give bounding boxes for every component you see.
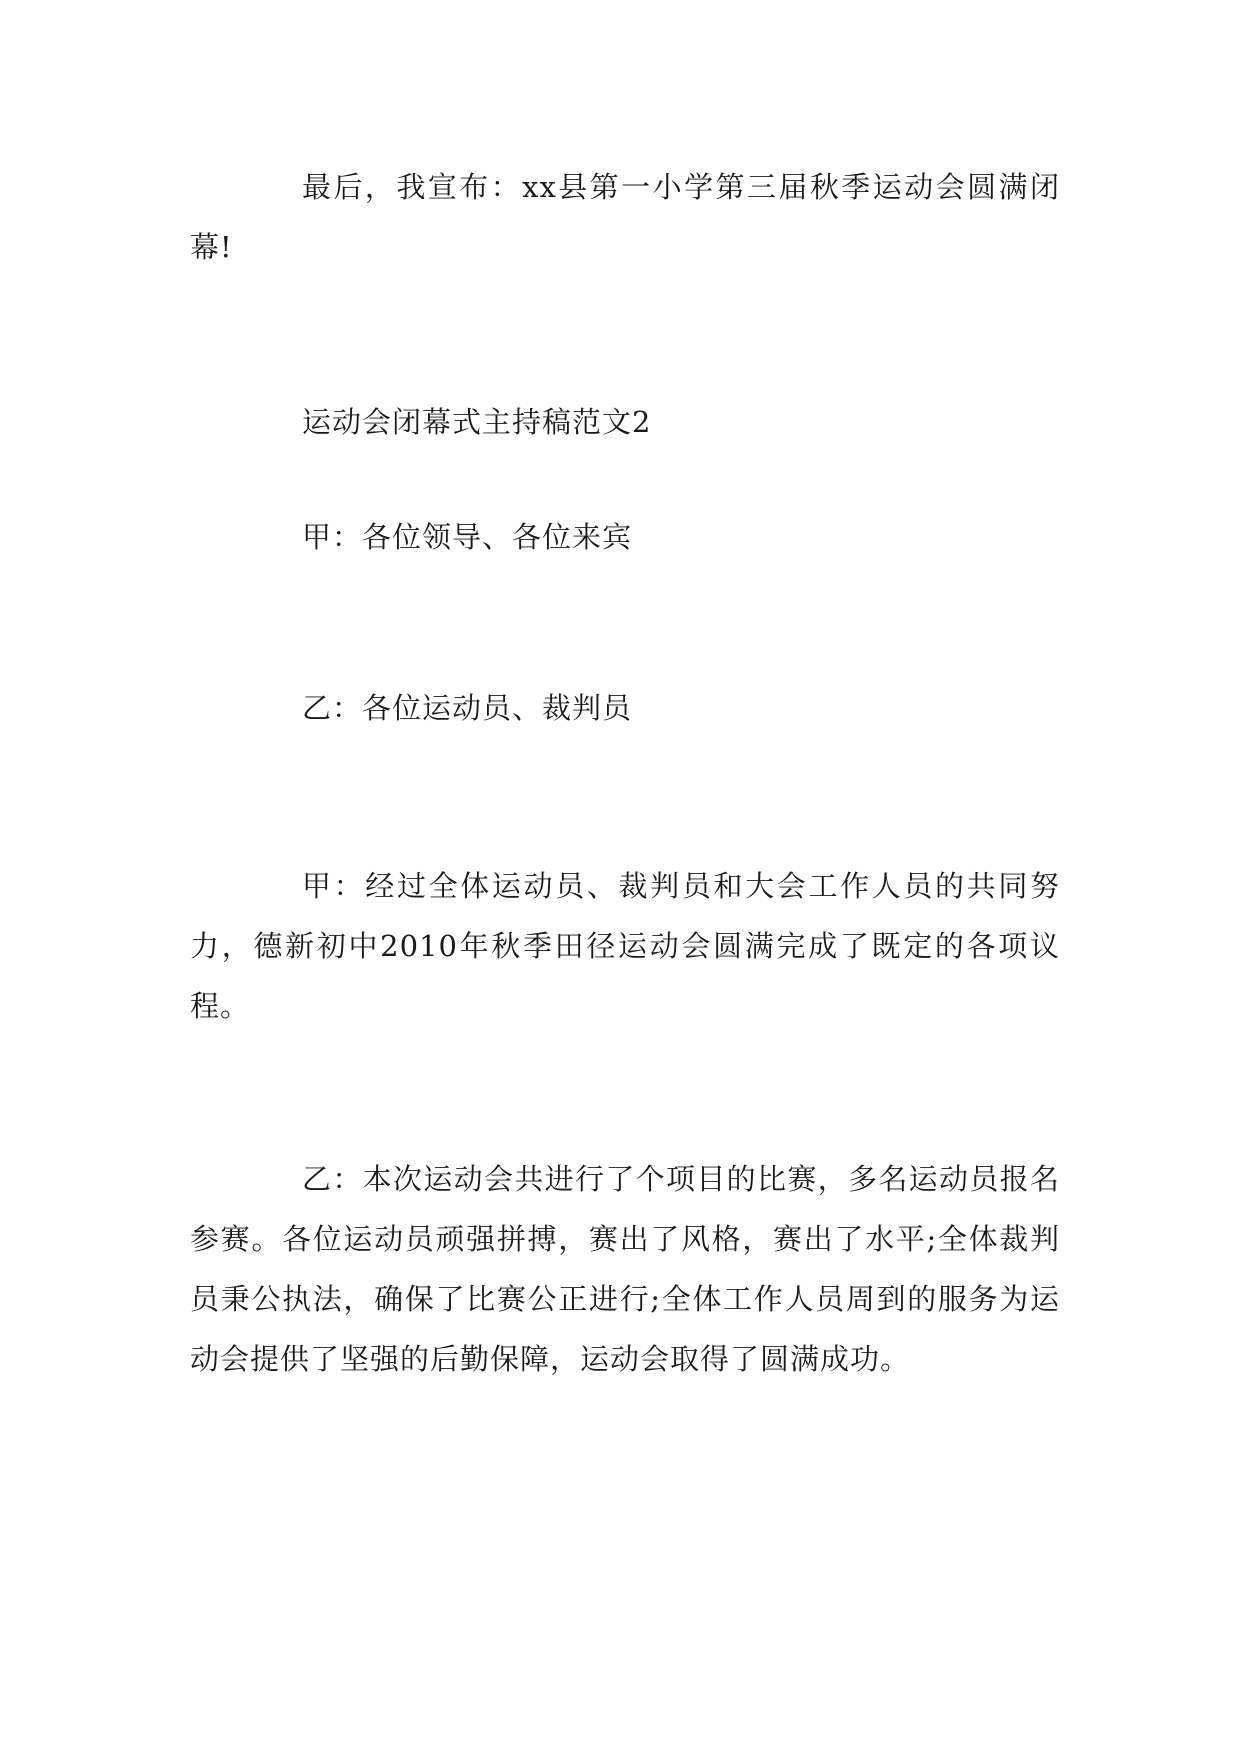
host-a-greeting: 甲：各位领导、各位来宾 bbox=[302, 520, 633, 554]
host-a-paragraph: 甲：经过全体运动员、裁判员和大会工作人员的共同努力，德新初中2010年秋季田径运动会圆满完成了既定的各项议程。 bbox=[190, 869, 1060, 1023]
host-b-greeting: 乙：各位运动员、裁判员 bbox=[302, 691, 633, 725]
host-b-paragraph: 乙：本次运动会共进行了个项目的比赛，多名运动员报名参赛。各位运动员顽强拼搏，赛出了风格，赛出了水平;全体裁判员秉公执法，确保了比赛公正进行;全体工作人员周到的服务为运动会提供了坚强的后勤保障，运动会取得了圆满成功。 bbox=[190, 1162, 1060, 1376]
closing-declaration-paragraph: 最后，我宣布：xx县第一小学第三届秋季运动会圆满闭幕! bbox=[190, 170, 1060, 264]
section-heading: 运动会闭幕式主持稿范文2 bbox=[302, 405, 652, 439]
